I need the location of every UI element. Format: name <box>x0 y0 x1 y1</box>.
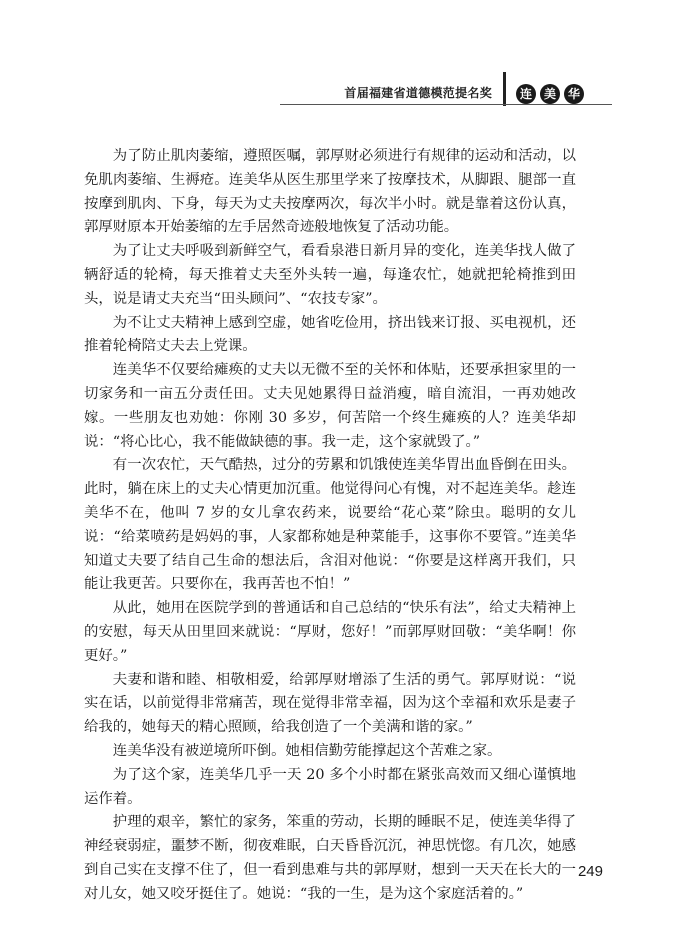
header-title: 首届福建省道德模范提名奖 <box>344 86 492 100</box>
name-badge: 华 <box>564 84 584 104</box>
article-body <box>84 145 576 907</box>
paragraph: 为不让丈夫精神上感到空虚，她省吃俭用，挤出钱来订报、买电视机，还推着轮椅陪丈夫去上党课。 <box>84 314 576 355</box>
paragraph: 夫妻和谐和睦、相敬相爱，给郭厚财增添了生活的勇气。郭厚财说：“说实在话，以前觉得非常痛苦，现在觉得非常幸福，因为这个幸福和欢乐是妻子给我的，她每天的精心照顾，给我创造了一个美满和谐的家。” <box>84 671 576 736</box>
paragraph: 护理的艰辛，繁忙的家务，笨重的劳动，长期的睡眠不足，使连美华得了神经衰弱症，噩梦不断，彻夜难眠，白天昏昏沉沉，神思恍惚。有几次，她感到自己实在支撑不住了，但一看到患难与共的郭厚财，想到一天天在长大的一对儿女，她又咬牙挺住了。她说：“我的一生，是为这个家庭活着的。” <box>84 814 576 902</box>
page-number: 249 <box>577 863 603 880</box>
paragraph: 为了防止肌肉萎缩，遵照医嘱，郭厚财必须进行有规律的运动和活动，以免肌肉萎缩、生褥疮。连美华从医生那里学来了按摩技术，从脚跟、腿部一直按摩到肌肉、下身，每天为丈夫按摩两次，每次半小时。就是靠着这份认真，郭厚财原本开始萎缩的左手居然奇迹般地恢复了活动功能。 <box>84 148 576 236</box>
paragraph: 为了让丈夫呼吸到新鲜空气，看看泉港日新月异的变化，连美华找人做了辆舒适的轮椅，每天推着丈夫至外头转一遍，每逢农忙，她就把轮椅推到田头，说是请丈夫充当“田头顾问”、“农技专家”。 <box>84 243 576 307</box>
paragraph: 为了这个家，连美华几乎一天 20 多个小时都在紧张高效而又细心谨慎地运作着。 <box>84 766 576 807</box>
header-rule <box>280 104 612 105</box>
header-name-badges <box>516 84 584 104</box>
paragraph: 有一次农忙，天气酷热，过分的劳累和饥饿使连美华胃出血昏倒在田头。此时，躺在床上的丈夫心情更加沉重。他觉得问心有愧，对不起连美华。趁连美华不在，他叫 7 岁的女儿拿农药来，说要给“花心菜”除虫。聪明的女儿说：“给菜喷药是妈妈的事，人家都称她是种菜能手，这事你不要管。”连美华知道丈夫要了结自己生命的想法后，含泪对他说：“你要是这样离开我们，只能让我更苦。只要你在，我再苦也不怕！” <box>84 457 576 593</box>
name-badge: 美 <box>540 84 560 104</box>
header-divider <box>503 72 506 106</box>
running-header <box>0 0 677 120</box>
name-badge: 连 <box>516 84 536 104</box>
paragraph: 连美华没有被逆境所吓倒。她相信勤劳能撑起这个苦难之家。 <box>112 742 502 759</box>
paragraph: 连美华不仅要给瘫痪的丈夫以无微不至的关怀和体贴，还要承担家里的一切家务和一亩五分责任田。丈夫见她累得日益消瘦，暗自流泪，一再劝她改嫁。一些朋友也劝她：你刚 30 多岁，何苦陪一个终生瘫痪的人？连美华却说：“将心比心，我不能做缺德的事。我一走，这个家就毁了。” <box>84 362 576 450</box>
paragraph: 从此，她用在医院学到的普通话和自己总结的“快乐有法”，给丈夫精神上的安慰，每天从田里回来就说：“厚财，您好！”而郭厚财回敬：“美华啊！你更好。” <box>84 600 576 664</box>
